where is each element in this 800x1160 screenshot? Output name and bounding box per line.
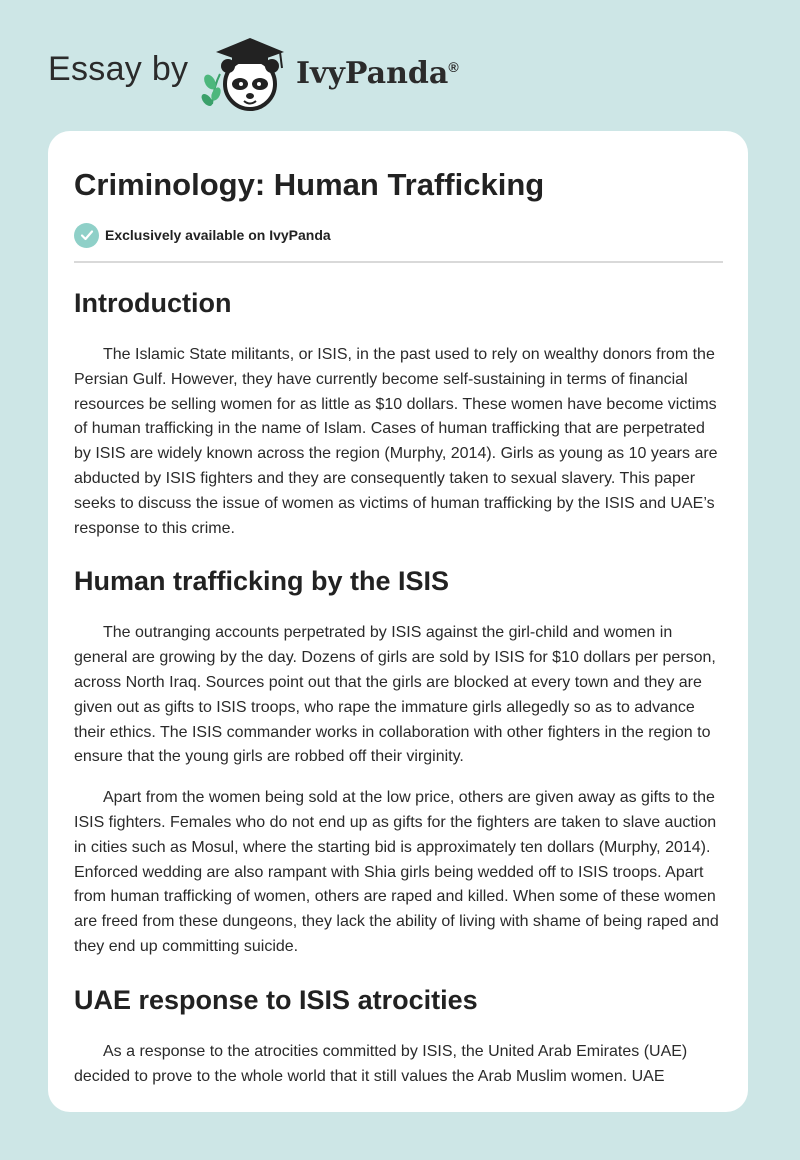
exclusive-badge [74, 221, 331, 249]
ivypanda-logo[interactable] [200, 34, 290, 114]
essay-body [74, 279, 723, 1105]
paragraph: Apart from the women being sold at the low price, others are given away as gifts to the ISIS fighters. Females who do not end up as gifts for the fighters are taken to slave auction in cities such as Mosul, where the starting bid is approximately ten dollars (Murphy, 2014). Enforced wedding are also rampant with Shia girls being wedded off to ISIS troops. Apart from human trafficking of women, others are raped and killed. When some of these women are freed from these dungeons, they lack the ability of living with shame of being raped and they end up committing suicide. [74, 789, 719, 955]
exclusive-badge-label: Exclusively available on IvyPanda [105, 227, 331, 243]
brand-name[interactable] [296, 56, 459, 91]
checkmark-icon [74, 223, 99, 248]
section-introduction [74, 279, 723, 541]
paragraph: The outranging accounts perpetrated by ISIS against the girl-child and women in general are growing by the day. Dozens of girls are sold by ISIS for $10 dollars per person, across North Iraq. Sources point out that the girls are blocked at every town and they are given out as gifts to ISIS troops, who rape the immature girls allegedly so as to advance their ethics. The ISIS commander works in collaboration with other fighters in the region to ensure that the young girls are robbed off their virginity. [74, 624, 716, 766]
divider [74, 261, 723, 263]
paragraph: As a response to the atrocities committed by ISIS, the United Arab Emirates (UAE) decided to prove to the whole world that it still values the Arab Muslim women. UAE [74, 1042, 688, 1085]
panda-graduate-icon [200, 34, 290, 114]
essay-card [48, 131, 748, 1112]
section-uae-response [74, 976, 723, 1090]
section-heading: Human trafficking by the ISIS [74, 566, 450, 597]
paragraph: The Islamic State militants, or ISIS, in the past used to rely on wealthy donors from the Persian Gulf. However, they have currently become self-sustaining in terms of financial resources be selling women for as little as $10 dollars. These women have become victims of human trafficking in the name of Islam. Cases of human trafficking that are perpetrated by ISIS are widely known across the region (Murphy, 2014). Girls as young as 10 years are abducted by ISIS fighters and they are consequently taken to sexual slavery. This paper seeks to discuss the issue of women as victims of human trafficking by the ISIS and UAE’s response to this crime. [74, 346, 718, 537]
section-human-trafficking [74, 557, 723, 959]
section-heading: Introduction [74, 288, 232, 318]
essay-title: Criminology: Human Trafficking [74, 167, 545, 202]
brand-name-text: IvyPanda [296, 56, 449, 91]
essay-by-label: Essay by [48, 50, 189, 88]
site-header [0, 0, 800, 130]
trademark-symbol: ® [448, 59, 459, 75]
section-heading: UAE response to ISIS atrocities [74, 984, 478, 1015]
